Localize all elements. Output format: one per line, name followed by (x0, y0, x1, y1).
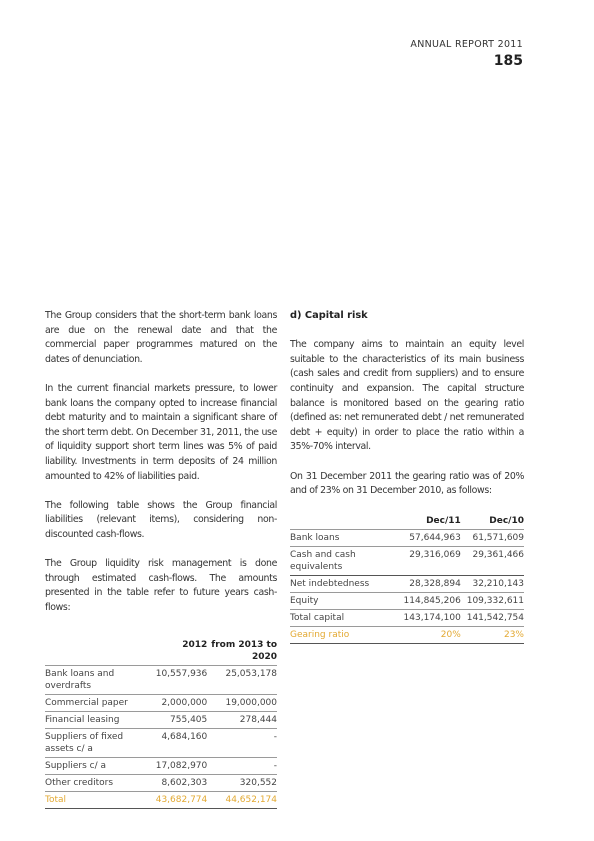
row-value: 141,542,754 (461, 609, 524, 626)
row-label: Suppliers of fixed assets c/ a (45, 729, 152, 758)
row-value: - (207, 758, 277, 775)
section-heading: d) Capital risk (290, 310, 368, 321)
ratio-value: 20% (398, 626, 461, 643)
report-title: ANNUAL REPORT 2011 (410, 39, 523, 50)
row-label: Other creditors (45, 775, 152, 792)
table-header-2013-2020: from 2013 to 2020 (207, 637, 277, 666)
row-value: 143,174,100 (398, 609, 461, 626)
table-row (290, 529, 524, 546)
row-value: 29,316,069 (409, 549, 461, 560)
row-value: 17,082,970 (152, 758, 208, 775)
row-value: 19,000,000 (207, 695, 277, 712)
ratio-label: Gearing ratio (290, 626, 398, 643)
table-row (45, 758, 277, 775)
table-header-dec11: Dec/11 (398, 513, 461, 530)
left-column (45, 309, 277, 809)
table-row (290, 575, 524, 592)
row-value: 25,053,178 (207, 666, 277, 695)
row-value: - (207, 729, 277, 758)
row-value: 10,557,936 (152, 666, 208, 695)
row-value: 32,210,143 (461, 575, 524, 592)
row-value: 4,684,160 (152, 729, 208, 758)
row-value: 320,552 (207, 775, 277, 792)
row-label: Commercial paper (45, 695, 152, 712)
table-row (290, 609, 524, 626)
total-value: 44,652,174 (207, 792, 277, 809)
row-label: Financial leasing (45, 712, 152, 729)
paragraph: The company aims to maintain an equity level suitable to the characteristics of its main business (cash sales and credit from suppliers) and to ensure continuity and expansion. The capital structure balance is monitored based on the gearing ratio (defined as: net remunerated debt / net remunerated debt + equity) in order to place the ratio within a 35%-70% interval. (290, 339, 524, 453)
total-value: 43,682,774 (152, 792, 208, 809)
table-row (45, 775, 277, 792)
total-row (45, 792, 277, 809)
row-label: Suppliers c/ a (45, 758, 152, 775)
row-label: Cash and cash equivalents (290, 549, 356, 572)
paragraph: On 31 December 2011 the gearing ratio was of 20% and of 23% on 31 December 2010, as follows: (290, 470, 524, 497)
table-header-2012: 2012 (152, 637, 208, 666)
paragraph: The Group liquidity risk management is done through estimated cash-flows. The amounts presented in the table refer to future years cash-flows: (45, 558, 277, 613)
row-value: 114,845,206 (398, 592, 461, 609)
page-number: 185 (493, 53, 523, 69)
row-value: 8,602,303 (152, 775, 208, 792)
row-value: 278,444 (207, 712, 277, 729)
table-row (45, 695, 277, 712)
table-row (290, 592, 524, 609)
row-value: 755,405 (152, 712, 208, 729)
row-label: Bank loans (290, 529, 398, 546)
table-header-label (290, 513, 398, 530)
row-label: Equity (290, 592, 398, 609)
paragraph: In the current financial markets pressure, to lower bank loans the company opted to increase financial debt maturity and to maintain a significant share of the short term debt. On December 31, 2011, the use of liquidity support short term lines was 5% of paid liability. Investments in term deposits of 24 million amounted to 42% of liabilities paid. (45, 382, 277, 482)
row-value: 57,644,963 (398, 529, 461, 546)
table-row (45, 729, 277, 758)
row-value: 28,328,894 (398, 575, 461, 592)
ratio-value: 23% (461, 626, 524, 643)
row-value: 29,361,466 (472, 549, 524, 560)
row-label: Total capital (290, 609, 398, 626)
liabilities-table (45, 637, 277, 809)
gearing-table (290, 513, 524, 644)
table-row (290, 546, 524, 575)
total-label: Total (45, 792, 152, 809)
table-header-dec10: Dec/10 (461, 513, 524, 530)
row-label: Bank loans and overdrafts (45, 666, 152, 695)
table-row (45, 712, 277, 729)
table-header-label (45, 637, 152, 666)
row-value: 2,000,000 (152, 695, 208, 712)
paragraph: The following table shows the Group financial liabilities (relevant items), considering non-discounted cash-flows. (45, 499, 277, 540)
gearing-ratio-row (290, 626, 524, 643)
row-value: 61,571,609 (461, 529, 524, 546)
paragraph: The Group considers that the short-term bank loans are due on the renewal date and that the commercial paper programmes matured on the dates of denunciation. (45, 310, 277, 365)
table-row (45, 666, 277, 695)
row-label: Net indebtedness (290, 575, 398, 592)
right-column (290, 309, 524, 644)
row-value: 109,332,611 (461, 592, 524, 609)
